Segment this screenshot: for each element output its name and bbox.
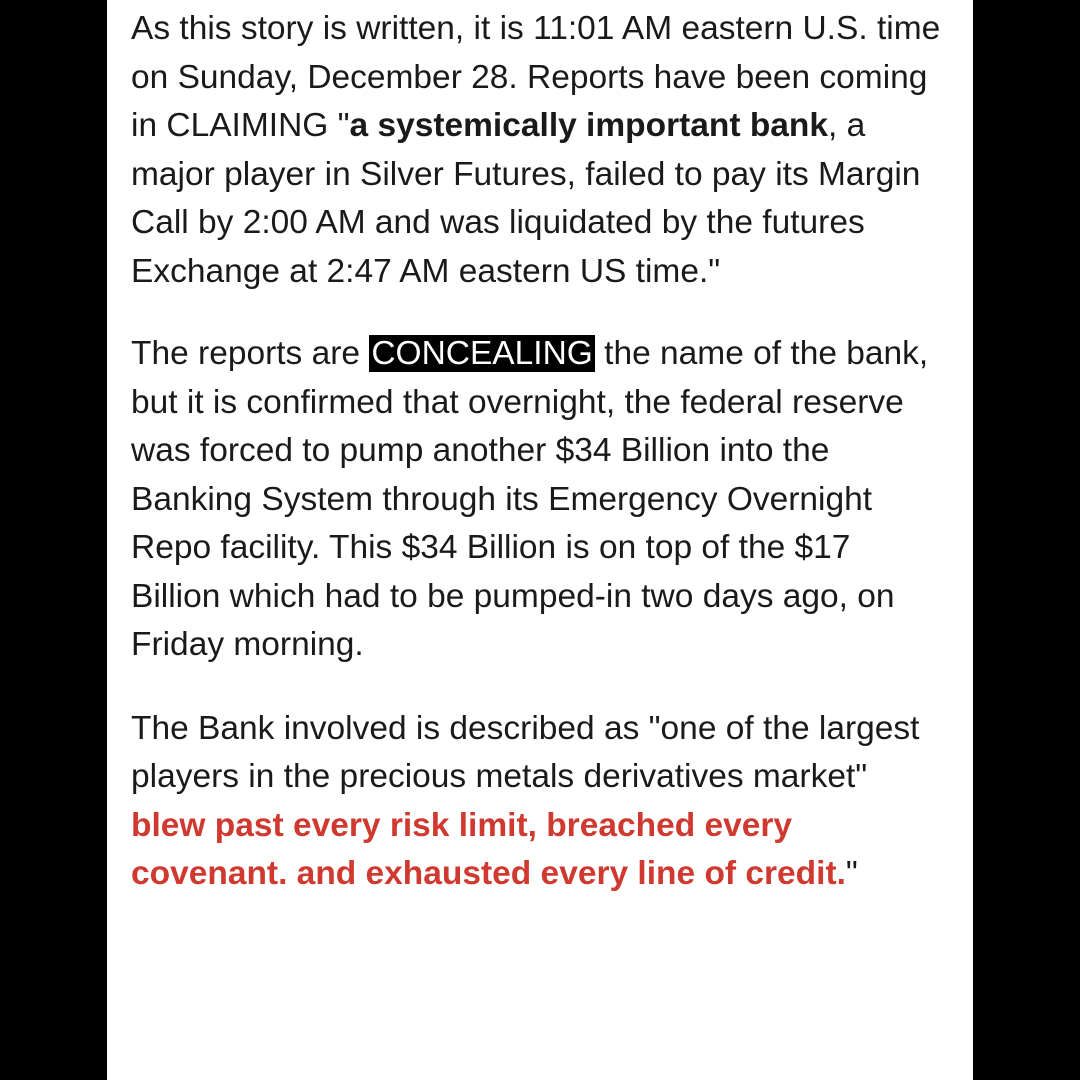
paragraph-1	[131, 5, 941, 296]
highlighted-word: CONCEALING	[371, 335, 593, 372]
article-page	[107, 0, 973, 1080]
red-emphasis-quote: blew past every risk limit, breached every covenant. and exhausted every line of credit.	[131, 806, 846, 892]
paragraph-3-text-end: "	[845, 855, 858, 892]
paragraph-3	[131, 705, 941, 899]
article-body	[131, 5, 941, 899]
paragraph-2	[131, 330, 941, 670]
paragraph-1-text-end: , a major player in Silver Futures, failed to pay its Margin Call by 2:00 AM and was liquidated by the futures Exchange at 2:47 AM eastern US time."	[131, 107, 921, 290]
paragraph-1-bold-phrase: a systemically important bank	[349, 107, 829, 144]
paragraph-3-text-start: The Bank involved is described as "one of the largest players in the precious metals derivatives market"	[131, 709, 920, 795]
paragraph-2-text-start: The reports are	[131, 335, 370, 372]
paragraph-1-text-start: As this story is written, it is 11:01 AM eastern U.S. time on Sunday, December 28. Reports have been coming in CLAIMING "	[131, 10, 941, 144]
paragraph-2-text-end: the name of the bank, but it is confirmed that overnight, the federal reserve was forced to pump another $34 Billion into the Banking System through its Emergency Overnight Repo facility. This $34 Billion is on top of the $17 Billion which had to be pumped-in two days ago, on Friday morning.	[131, 335, 929, 663]
